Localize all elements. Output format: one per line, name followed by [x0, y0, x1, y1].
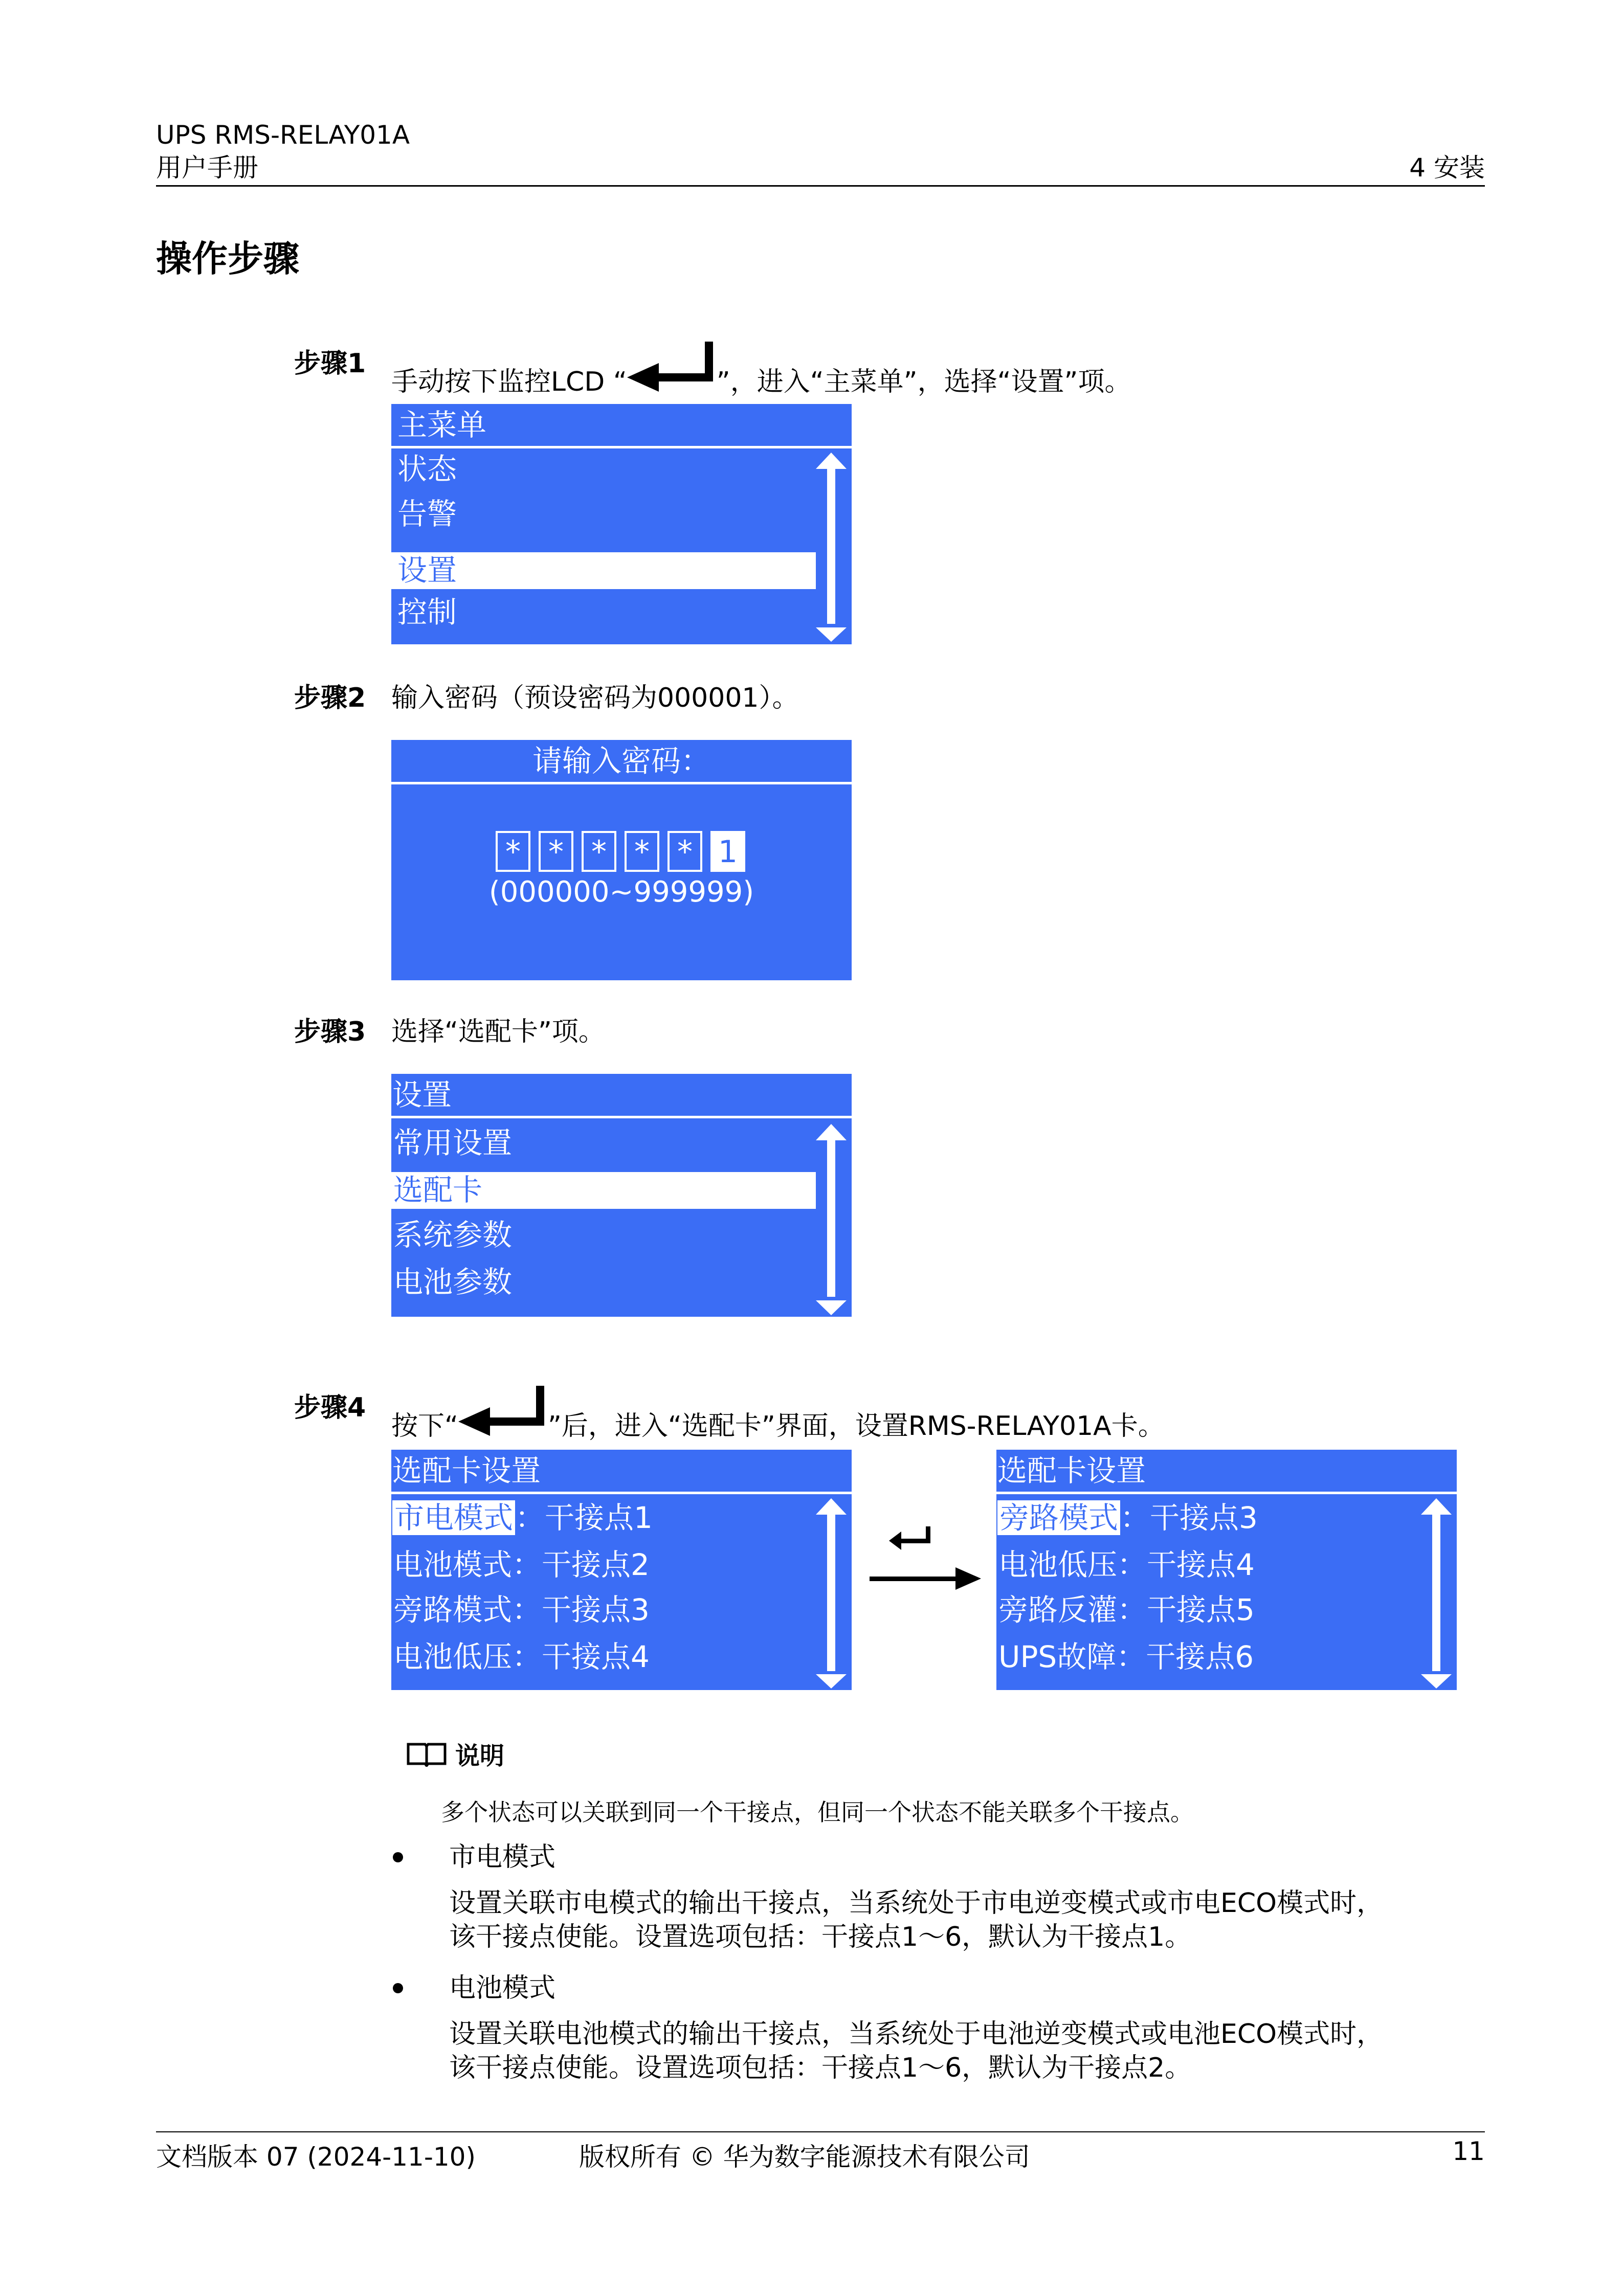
step4-text-before: 按下“ — [391, 1411, 458, 1442]
header-manual: 用户手册 — [156, 153, 258, 183]
note-title: 说明 — [455, 1742, 505, 1770]
step2-label: 步骤2 — [294, 683, 366, 713]
password-digit-active[interactable]: 1 — [710, 831, 745, 872]
step1-text-after: ”，进入“主菜单”，选择“设置”项。 — [716, 367, 1131, 397]
menu-item-settings[interactable]: 设置 — [397, 553, 457, 588]
menu-item-alarm[interactable]: 告警 — [397, 497, 457, 531]
relay-row-value: 干接点4 — [1147, 1547, 1255, 1582]
relay-row-name: 旁路模式 — [393, 1592, 513, 1627]
relay-row-sep: ： — [1116, 1639, 1146, 1674]
bullet-desc-line: 设置关联电池模式的输出干接点，当系统处于电池逆变模式或电池ECO模式时， — [449, 2019, 1384, 2050]
step3-label: 步骤3 — [294, 1017, 366, 1047]
navigation-arrows-icon — [870, 1526, 982, 1593]
relay-row-value: 干接点5 — [1147, 1592, 1255, 1627]
lcd-title-divider — [391, 1492, 852, 1494]
step3-text: 选择“选配卡”项。 — [391, 1017, 605, 1047]
footer-rule — [156, 2131, 1485, 2132]
lcd-main-menu — [391, 404, 852, 644]
password-digit[interactable]: * — [668, 831, 702, 872]
scroll-indicator-icon — [816, 1498, 847, 1689]
lcd-settings-menu — [391, 1074, 852, 1317]
relay-row-sep: ： — [1117, 1592, 1147, 1627]
relay-row-sep: ： — [512, 1639, 542, 1674]
relay-row-name: 旁路反灌 — [998, 1592, 1118, 1627]
relay-row-value: 干接点1 — [545, 1500, 653, 1535]
relay-row[interactable] — [998, 1592, 1255, 1628]
relay-row-name: 旁路模式 — [997, 1500, 1120, 1535]
bullet-title: 电池模式 — [449, 1973, 556, 2004]
step4-label: 步骤4 — [294, 1392, 366, 1423]
password-digit[interactable]: * — [539, 831, 573, 872]
relay-row-sep: ： — [512, 1547, 542, 1582]
lcd-title: 选配卡设置 — [392, 1453, 541, 1488]
relay-row-name: 电池低压 — [998, 1547, 1118, 1582]
step4-text — [391, 1386, 1165, 1443]
bullet-desc-line: 设置关联市电模式的输出干接点，当系统处于市电逆变模式或市电ECO模式时， — [449, 1888, 1384, 1919]
password-digit[interactable]: * — [582, 831, 616, 872]
relay-row[interactable] — [393, 1547, 650, 1583]
book-icon — [407, 1740, 447, 1767]
lcd-title: 请输入密码： — [532, 744, 710, 778]
lcd-title-divider — [391, 1116, 852, 1118]
step1-label: 步骤1 — [294, 348, 366, 379]
lcd-title: 主菜单 — [397, 408, 487, 442]
bullet-dot — [393, 1983, 403, 1993]
relay-row-name: 电池低压 — [393, 1639, 513, 1674]
relay-row-value: 干接点3 — [1150, 1500, 1258, 1535]
password-digit[interactable]: * — [496, 831, 530, 872]
lcd-option-card-settings-1 — [391, 1450, 852, 1690]
relay-row-sep: ： — [515, 1500, 545, 1535]
lcd-title-divider — [391, 446, 852, 448]
relay-row-value: 干接点2 — [542, 1547, 650, 1582]
bullet-title: 市电模式 — [449, 1842, 556, 1873]
header-chapter: 4 安装 — [1409, 153, 1485, 183]
relay-row-value: 干接点3 — [542, 1592, 650, 1627]
relay-row[interactable] — [393, 1639, 650, 1675]
step2-text: 输入密码（预设密码为000001）。 — [391, 683, 799, 713]
enter-key-icon — [458, 1386, 548, 1442]
bullet-desc-line: 该干接点使能。设置选项包括：干接点1～6，默认为干接点1。 — [449, 1922, 1192, 1952]
menu-item-common-settings[interactable]: 常用设置 — [393, 1126, 513, 1160]
menu-item-battery-params[interactable]: 电池参数 — [393, 1265, 513, 1299]
lcd-password — [391, 740, 852, 980]
step4-text-after: ”后，进入“选配卡”界面，设置RMS-RELAY01A卡。 — [547, 1411, 1165, 1442]
relay-row-sep: ： — [1117, 1547, 1147, 1582]
bullet-desc-line: 该干接点使能。设置选项包括：干接点1～6，默认为干接点2。 — [449, 2053, 1192, 2083]
scroll-indicator-icon — [816, 1124, 847, 1315]
relay-row[interactable] — [998, 1639, 1254, 1675]
password-range: (000000~999999) — [488, 875, 754, 909]
lcd-title-divider — [996, 1492, 1457, 1494]
relay-row-sep: ： — [1120, 1500, 1150, 1535]
relay-row-name: 电池模式 — [393, 1547, 513, 1582]
relay-row-sep: ： — [512, 1592, 542, 1627]
relay-row[interactable] — [393, 1592, 650, 1628]
header-rule — [156, 185, 1485, 187]
note-text: 多个状态可以关联到同一个干接点，但同一个状态不能关联多个干接点。 — [441, 1798, 1194, 1826]
footer-version: 文档版本 07 (2024-11-10) — [156, 2142, 476, 2172]
enter-key-icon — [627, 342, 717, 398]
lcd-title: 设置 — [392, 1077, 452, 1112]
header-product: UPS RMS-RELAY01A — [156, 120, 410, 150]
menu-item-option-card[interactable]: 选配卡 — [393, 1173, 483, 1207]
relay-row[interactable] — [392, 1500, 653, 1536]
step1-text-before: 手动按下监控LCD “ — [391, 367, 627, 397]
relay-row[interactable] — [998, 1547, 1255, 1583]
footer-copyright: 版权所有 © 华为数字能源技术有限公司 — [579, 2142, 1030, 2172]
section-title: 操作步骤 — [156, 238, 299, 280]
menu-item-status[interactable]: 状态 — [397, 452, 457, 486]
relay-row[interactable] — [997, 1500, 1258, 1536]
lcd-title: 选配卡设置 — [997, 1453, 1146, 1488]
password-digit[interactable]: * — [625, 831, 659, 872]
lcd-option-card-settings-2 — [996, 1450, 1457, 1690]
menu-item-control[interactable]: 控制 — [397, 595, 457, 629]
scroll-indicator-icon — [1421, 1498, 1452, 1689]
footer-page-number: 11 — [1452, 2136, 1485, 2166]
relay-row-name: 市电模式 — [392, 1500, 515, 1535]
scroll-indicator-icon — [816, 453, 847, 642]
relay-row-name: UPS故障 — [998, 1639, 1117, 1674]
relay-row-value: 干接点4 — [542, 1639, 650, 1674]
bullet-dot — [393, 1852, 403, 1862]
lcd-title-divider — [391, 782, 852, 784]
relay-row-value: 干接点6 — [1146, 1639, 1254, 1674]
menu-item-system-params[interactable]: 系统参数 — [393, 1218, 513, 1252]
step1-text — [391, 342, 1131, 398]
